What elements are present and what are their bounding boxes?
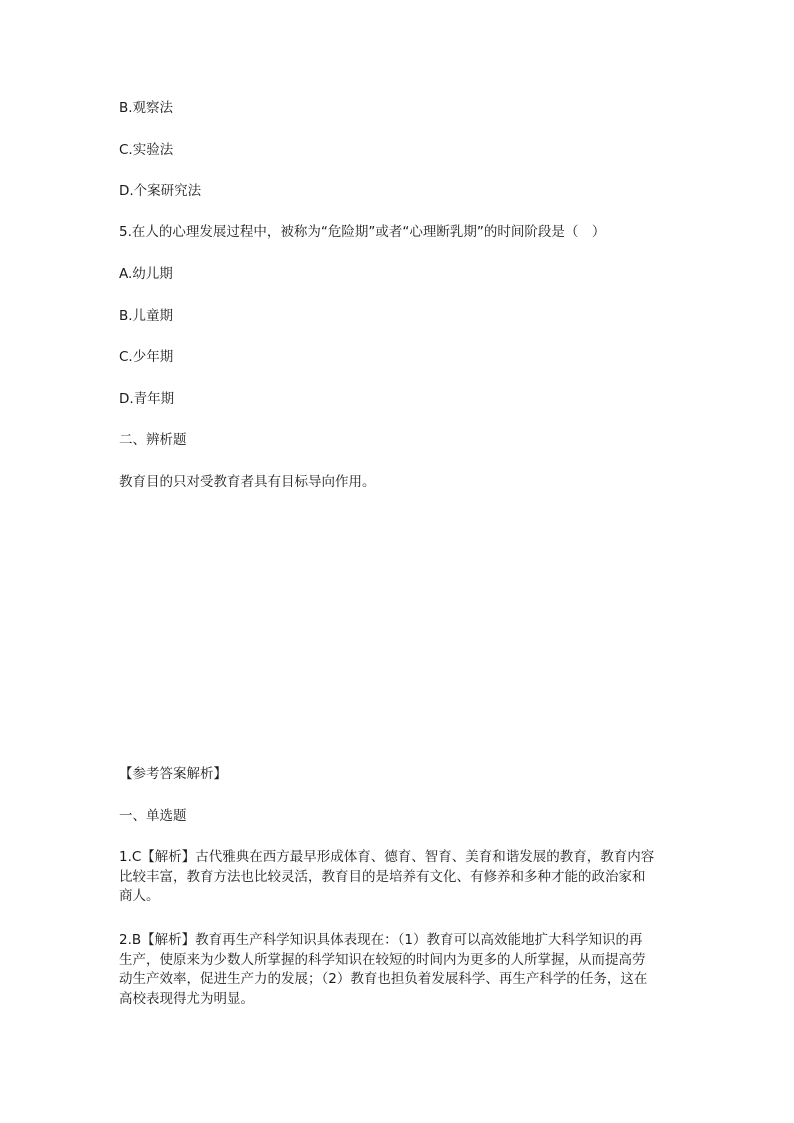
answer-2-line-2: 生产，使原来为少数人所掌握的科学知识在较短的时间内为更多的人所掌握，从而提高劳: [119, 951, 646, 968]
answer-2-line-4: 高校表现得尤为明显。: [119, 990, 254, 1007]
q5-option-a: A.幼儿期: [119, 266, 173, 282]
answer-2-line-1: 2.B【解析】教育再生产科学知识具体表现在：（1）教育可以高效能地扩大科学知识的再: [119, 932, 643, 948]
q4-option-d: D.个案研究法: [119, 183, 202, 199]
section2-heading: 二、辨析题: [119, 432, 187, 448]
answers-heading: 【参考答案解析】: [119, 766, 227, 782]
answer-1: [119, 848, 679, 907]
section2-statement: 教育目的只对受教育者具有目标导向作用。: [119, 474, 376, 490]
answer-1-line-3: 商人。: [119, 888, 160, 904]
q5-stem: 5.在人的心理发展过程中，被称为“危险期”或者“心理断乳期”的时间阶段是（ ）: [119, 224, 606, 240]
answer-2: [119, 931, 679, 1009]
answer-1-line-1: 1.C【解析】古代雅典在西方最早形成体育、德育、智育、美育和谐发展的教育，教育内容: [119, 849, 655, 865]
q5-option-b: B.儿童期: [119, 308, 174, 324]
answer-2-line-3: 动生产效率，促进生产力的发展；（2）教育也担负着发展科学、再生产科学的任务，这在: [119, 971, 648, 987]
answer-1-line-2: 比较丰富，教育方法也比较灵活，教育目的是培养有文化、有修养和多种才能的政治家和: [119, 868, 646, 885]
q5-option-c: C.少年期: [119, 349, 174, 365]
q4-option-c: C.实验法: [119, 142, 174, 158]
q5-option-d: D.青年期: [119, 391, 175, 407]
q4-option-b: B.观察法: [119, 100, 174, 116]
answers-section1-heading: 一、单选题: [119, 808, 187, 824]
